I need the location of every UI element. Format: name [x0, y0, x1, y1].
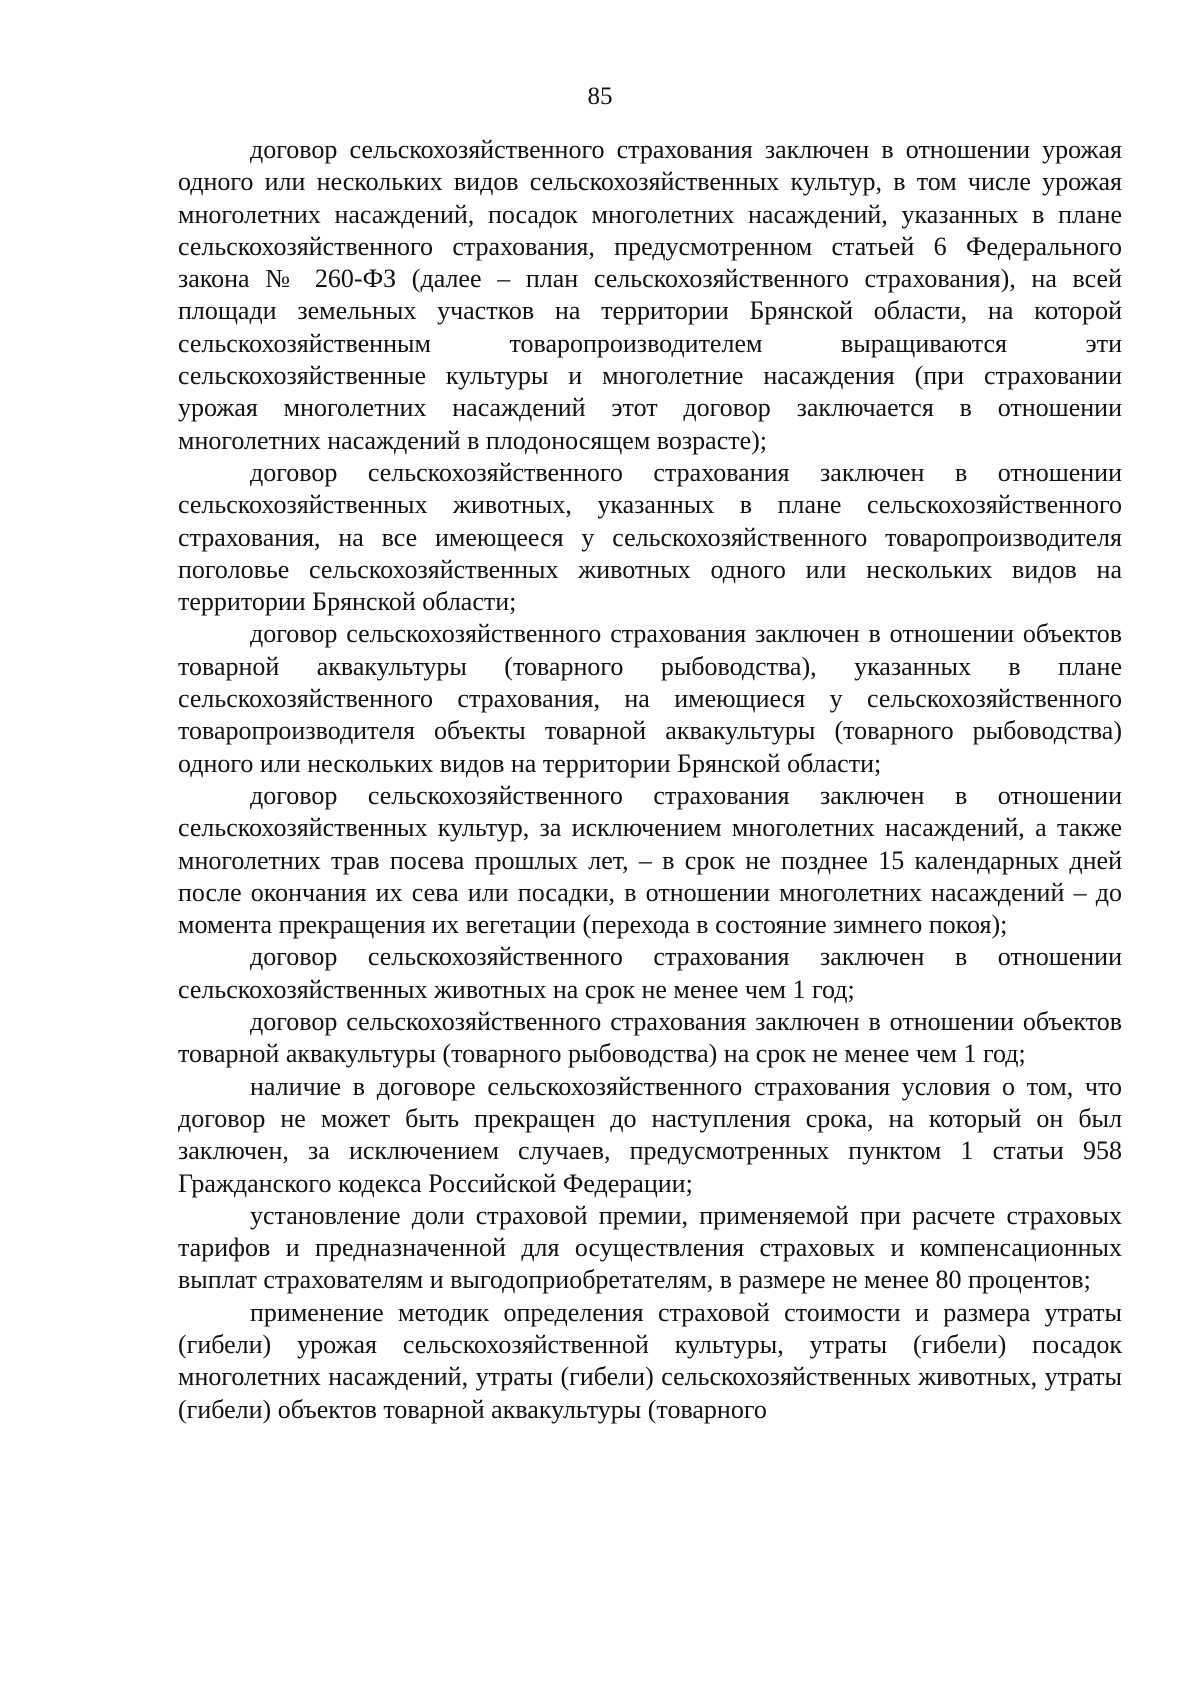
paragraph-aquaculture-insurance-contract: договор сельскохозяйственного страхования заключен в отношении объектов товарной аквакультуры (товарного рыбоводства), указанных в плане сельскохозяйственного страхования, на имеющиеся у сельскохозяйственного товаропроизводителя объекты товарной аквакультуры (товарного рыбоводства) одного или нескольких видов на территории Брянской области;	[178, 619, 1122, 778]
paragraph-aquaculture-contract-term: договор сельскохозяйственного страхования заключен в отношении объектов товарной аквакультуры (товарного рыбоводства) на срок не менее чем 1 год;	[178, 1007, 1122, 1069]
paragraph-crop-insurance-contract: договор сельскохозяйственного страхования заключен в отношении урожая одного или нескольких видов сельскохозяйственных культур, в том числе урожая многолетних насаждений, посадок многолетних насаждений, указанных в плане сельскохозяйственного страхования, предусмотренном статьей 6 Федерального закона № 260-ФЗ (далее – план сельскохозяйственного страхования), на всей площади земельных участков на территории Брянской области, на которой сельскохозяйственным товаропроизводителем выращиваются эти сельскохозяйственные культуры и многолетние насаждения (при страховании урожая многолетних насаждений этот договор заключается в отношении многолетних насаждений в плодоносящем возрасте);	[178, 135, 1122, 455]
paragraph-termination-condition: наличие в договоре сельскохозяйственного страхования условия о том, что договор не может быть прекращен до наступления срока, на который он был заключен, за исключением случаев, предусмотренных пунктом 1 статьи 958 Гражданского кодекса Российской Федерации;	[178, 1071, 1122, 1198]
paragraph-crop-contract-term: договор сельскохозяйственного страхования заключен в отношении сельскохозяйственных культур, за исключением многолетних насаждений, а также многолетних трав посева прошлых лет, – в срок не позднее 15 календарных дней после окончания их сева или посадки, в отношении многолетних насаждений – до момента прекращения их вегетации (перехода в состояние зимнего покоя);	[178, 780, 1122, 940]
paragraph-livestock-contract-term: договор сельскохозяйственного страхования заключен в отношении сельскохозяйственных животных на срок не менее чем 1 год;	[178, 942, 1122, 1004]
paragraph-methodology: применение методик определения страховой стоимости и размера утраты (гибели) урожая сельскохозяйственной культуры, утраты (гибели) посадок многолетних насаждений, утраты (гибели) сельскохозяйственных животных, утраты (гибели) объектов товарной аквакультуры (товарного	[178, 1297, 1122, 1424]
page-number: 85	[587, 83, 613, 110]
document-body	[178, 134, 1122, 1426]
paragraph-livestock-insurance-contract: договор сельскохозяйственного страхования заключен в отношении сельскохозяйственных животных, указанных в плане сельскохозяйственного страхования, на все имеющееся у сельскохозяйственного товаропроизводителя поголовье сельскохозяйственных животных одного или нескольких видов на территории Брянской области;	[178, 457, 1122, 617]
paragraph-premium-share: установление доли страховой премии, применяемой при расчете страховых тарифов и предназначенной для осуществления страховых и компенсационных выплат страхователям и выгодоприобретателям, в размере не менее 80 процентов;	[178, 1200, 1122, 1295]
